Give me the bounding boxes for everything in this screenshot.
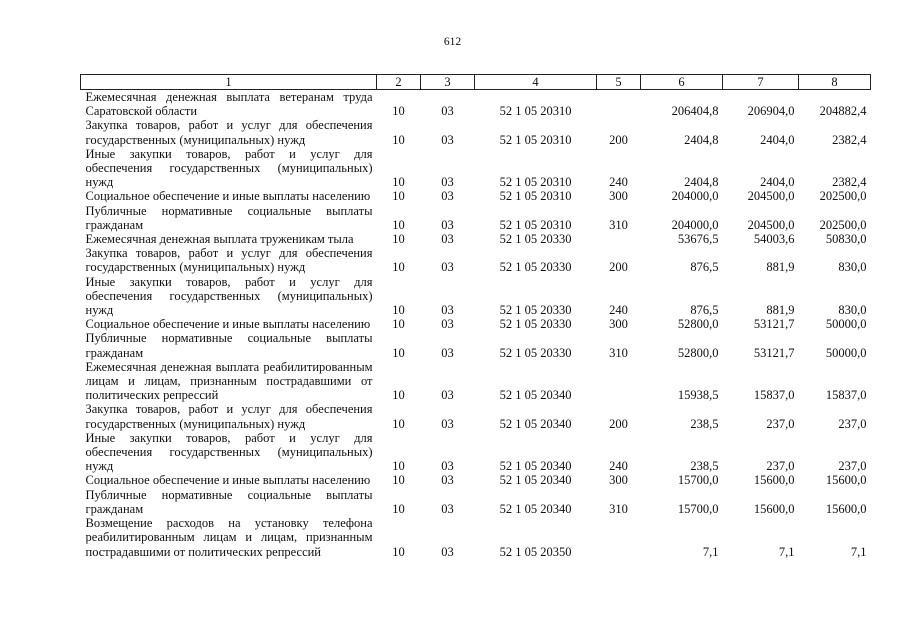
row-target-article: 52 1 05 20340 (499, 416, 572, 431)
row-subsection: 03 (441, 217, 454, 232)
column-header: 2 (377, 75, 421, 90)
table-row (81, 488, 871, 516)
table-row (81, 232, 871, 246)
row-amount-col8: 202500,0 (819, 189, 867, 204)
row-expense-type (597, 232, 641, 246)
row-amount-col7: 881,9 (766, 303, 795, 318)
row-description: Ежемесячная денежная выплата труженикам тыла (85, 232, 354, 247)
row-target-article: 52 1 05 20330 (499, 260, 572, 275)
row-description: Закупка товаров, работ и услуг для обеспечения государственных (муниципальных) нужд (85, 246, 373, 275)
row-section: 10 (392, 459, 405, 474)
table-row (81, 516, 871, 559)
row-amount-col6: 204000,0 (671, 189, 719, 204)
row-description: Социальное обеспечение и иные выплаты населению (85, 189, 371, 204)
row-description: Публичные нормативные социальные выплаты гражданам (85, 203, 373, 232)
row-amount-col7: 206904,0 (747, 104, 795, 119)
row-target-article: 52 1 05 20340 (499, 501, 572, 516)
row-description: Социальное обеспечение и иные выплаты населению (85, 473, 371, 488)
column-header-row (81, 75, 871, 90)
row-expense-type (597, 360, 641, 403)
row-amount-col7: 15600,0 (753, 501, 795, 516)
column-header: 7 (723, 75, 799, 90)
row-amount-col8: 2382,4 (832, 132, 867, 147)
row-amount-col8: 202500,0 (819, 217, 867, 232)
row-description: Ежемесячная денежная выплата ветеранам труда Саратовской области (85, 90, 373, 119)
row-subsection: 03 (441, 317, 454, 332)
row-expense-type: 310 (609, 501, 628, 516)
column-header: 6 (641, 75, 723, 90)
row-amount-col6: 2404,8 (684, 175, 719, 190)
row-section: 10 (392, 501, 405, 516)
row-amount-col6: 876,5 (690, 260, 719, 275)
row-amount-col6: 238,5 (690, 459, 719, 474)
row-expense-type (597, 90, 641, 119)
row-amount-col7: 54003,6 (753, 232, 795, 247)
table-row (81, 90, 871, 119)
row-expense-type: 300 (609, 317, 628, 332)
column-header: 3 (421, 75, 475, 90)
column-header: 1 (81, 75, 377, 90)
row-amount-col6: 876,5 (690, 303, 719, 318)
row-target-article: 52 1 05 20330 (499, 303, 572, 318)
row-expense-type: 310 (609, 345, 628, 360)
row-subsection: 03 (441, 175, 454, 190)
table-row (81, 147, 871, 190)
row-amount-col7: 237,0 (766, 416, 795, 431)
row-description: Ежемесячная денежная выплата реабилитированным лицам и лицам, признанным пострадавшими от политических репрессий (85, 359, 373, 403)
row-subsection: 03 (441, 104, 454, 119)
row-section: 10 (392, 303, 405, 318)
row-amount-col6: 15938,5 (677, 388, 719, 403)
table-row (81, 246, 871, 274)
row-description: Возмещение расходов на установку телефона реабилитированным лицам и лицам, признанным пострадавшими от политических репрессий (85, 516, 373, 559)
row-section: 10 (392, 388, 405, 403)
row-subsection: 03 (441, 544, 454, 559)
row-amount-col6: 52800,0 (677, 345, 719, 360)
row-amount-col7: 15837,0 (753, 388, 795, 403)
row-subsection: 03 (441, 132, 454, 147)
row-description: Закупка товаров, работ и услуг для обеспечения государственных (муниципальных) нужд (85, 402, 373, 431)
row-amount-col7: 53121,7 (753, 345, 795, 360)
table-row (81, 204, 871, 232)
row-target-article: 52 1 05 20310 (499, 217, 572, 232)
table-row (81, 402, 871, 430)
row-subsection: 03 (441, 416, 454, 431)
row-amount-col8: 204882,4 (819, 104, 867, 119)
row-amount-col8: 15837,0 (825, 388, 867, 403)
row-expense-type: 240 (609, 175, 628, 190)
column-header: 4 (475, 75, 597, 90)
row-section: 10 (392, 473, 405, 488)
row-section: 10 (392, 104, 405, 119)
row-amount-col6: 204000,0 (671, 217, 719, 232)
table-body (81, 90, 871, 559)
row-amount-col8: 237,0 (838, 416, 867, 431)
page-number: 612 (443, 36, 462, 48)
row-amount-col8: 2382,4 (832, 175, 867, 190)
row-subsection: 03 (441, 232, 454, 247)
row-section: 10 (392, 317, 405, 332)
row-description: Иные закупки товаров, работ и услуг для обеспечения государственных (муниципальных) нужд (85, 274, 373, 318)
row-target-article: 52 1 05 20310 (499, 189, 572, 204)
row-expense-type: 300 (609, 473, 628, 488)
row-subsection: 03 (441, 459, 454, 474)
row-expense-type: 200 (609, 260, 628, 275)
row-subsection: 03 (441, 260, 454, 275)
row-description: Социальное обеспечение и иные выплаты населению (85, 317, 371, 332)
budget-table (80, 74, 871, 559)
row-amount-col8: 830,0 (838, 260, 867, 275)
row-amount-col6: 238,5 (690, 416, 719, 431)
row-description: Иные закупки товаров, работ и услуг для обеспечения государственных (муниципальных) нужд (85, 430, 373, 474)
table-row (81, 189, 871, 203)
row-expense-type: 200 (609, 132, 628, 147)
row-target-article: 52 1 05 20350 (499, 544, 572, 559)
row-amount-col8: 237,0 (838, 459, 867, 474)
table-row (81, 331, 871, 359)
row-section: 10 (392, 232, 405, 247)
table-row (81, 317, 871, 331)
row-amount-col8: 830,0 (838, 303, 867, 318)
row-section: 10 (392, 345, 405, 360)
table-row (81, 431, 871, 474)
row-section: 10 (392, 217, 405, 232)
row-expense-type: 240 (609, 303, 628, 318)
row-subsection: 03 (441, 501, 454, 516)
column-header: 5 (597, 75, 641, 90)
row-amount-col8: 15600,0 (825, 473, 867, 488)
row-subsection: 03 (441, 303, 454, 318)
row-description: Иные закупки товаров, работ и услуг для обеспечения государственных (муниципальных) нужд (85, 146, 373, 190)
row-amount-col7: 7,1 (778, 544, 795, 559)
row-amount-col6: 15700,0 (677, 501, 719, 516)
row-amount-col8: 15600,0 (825, 501, 867, 516)
row-amount-col8: 50000,0 (825, 345, 867, 360)
table-row (81, 473, 871, 487)
row-section: 10 (392, 416, 405, 431)
row-subsection: 03 (441, 473, 454, 488)
row-amount-col6: 52800,0 (677, 317, 719, 332)
row-target-article: 52 1 05 20310 (499, 104, 572, 119)
row-target-article: 52 1 05 20330 (499, 317, 572, 332)
row-expense-type: 310 (609, 217, 628, 232)
row-section: 10 (392, 132, 405, 147)
table-row (81, 118, 871, 146)
row-amount-col7: 881,9 (766, 260, 795, 275)
row-amount-col6: 206404,8 (671, 104, 719, 119)
row-amount-col7: 2404,0 (760, 175, 795, 190)
row-target-article: 52 1 05 20340 (499, 388, 572, 403)
table-row (81, 360, 871, 403)
row-amount-col7: 53121,7 (753, 317, 795, 332)
row-subsection: 03 (441, 189, 454, 204)
row-amount-col6: 53676,5 (677, 232, 719, 247)
row-amount-col7: 15600,0 (753, 473, 795, 488)
row-expense-type (597, 516, 641, 559)
row-section: 10 (392, 260, 405, 275)
column-header: 8 (799, 75, 871, 90)
row-amount-col7: 2404,0 (760, 132, 795, 147)
row-section: 10 (392, 189, 405, 204)
row-amount-col8: 7,1 (850, 544, 867, 559)
row-amount-col6: 15700,0 (677, 473, 719, 488)
row-expense-type: 300 (609, 189, 628, 204)
row-subsection: 03 (441, 345, 454, 360)
row-expense-type: 200 (609, 416, 628, 431)
row-amount-col7: 204500,0 (747, 189, 795, 204)
row-target-article: 52 1 05 20330 (499, 232, 572, 247)
row-target-article: 52 1 05 20310 (499, 132, 572, 147)
row-amount-col7: 204500,0 (747, 217, 795, 232)
row-expense-type: 240 (609, 459, 628, 474)
row-amount-col6: 2404,8 (684, 132, 719, 147)
row-amount-col6: 7,1 (702, 544, 719, 559)
table-row (81, 275, 871, 318)
row-subsection: 03 (441, 388, 454, 403)
row-amount-col8: 50000,0 (825, 317, 867, 332)
row-amount-col8: 50830,0 (825, 232, 867, 247)
row-target-article: 52 1 05 20340 (499, 473, 572, 488)
row-target-article: 52 1 05 20340 (499, 459, 572, 474)
row-description: Публичные нормативные социальные выплаты гражданам (85, 331, 373, 360)
row-target-article: 52 1 05 20330 (499, 345, 572, 360)
row-section: 10 (392, 175, 405, 190)
row-amount-col7: 237,0 (766, 459, 795, 474)
row-description: Закупка товаров, работ и услуг для обеспечения государственных (муниципальных) нужд (85, 118, 373, 147)
row-description: Публичные нормативные социальные выплаты гражданам (85, 487, 373, 516)
row-section: 10 (392, 544, 405, 559)
row-target-article: 52 1 05 20310 (499, 175, 572, 190)
